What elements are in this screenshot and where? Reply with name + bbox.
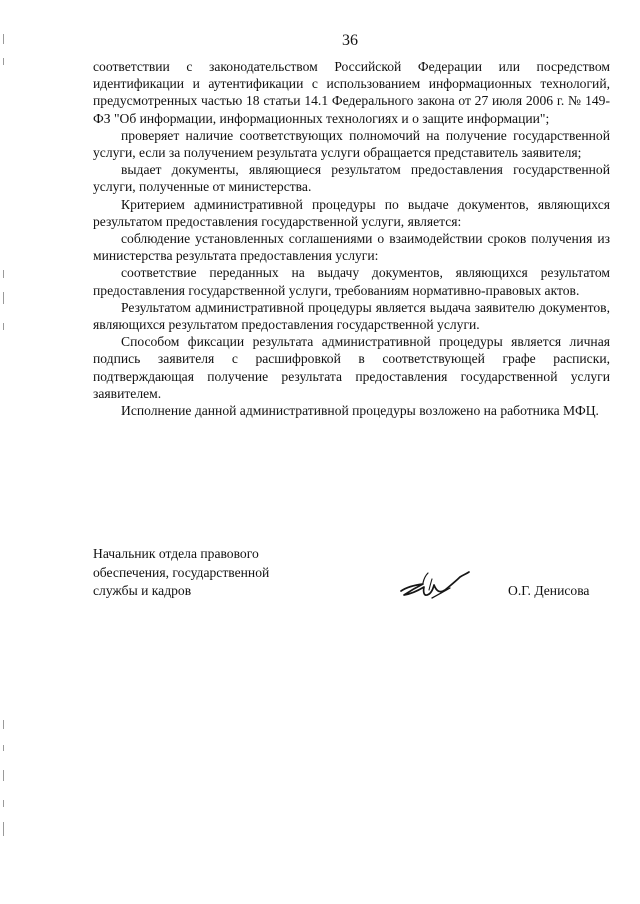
paragraph-result: Результатом административной процедуры является выдача заявителю документов, являющихся результатом предоставления государственной услуги. bbox=[93, 299, 610, 333]
signer-name: О.Г. Денисова bbox=[508, 583, 590, 598]
signature-block bbox=[93, 545, 613, 615]
body-text bbox=[93, 58, 610, 419]
signer-position-line: службы и кадров bbox=[93, 583, 192, 599]
page-number: 36 bbox=[342, 32, 358, 49]
paragraph-deadline-compliance: соблюдение установленных соглашениями о взаимодействии сроков получения из министерства результата предоставления услуги: bbox=[93, 231, 610, 264]
paragraph-requirements-compliance: соответствие переданных на выдачу документов, являющихся результатом предоставления государственной услуги, требованиям нормативно-правовых актов. bbox=[93, 265, 610, 298]
paragraph-identification: соответствии с законодательством Российской Федерации или посредством идентификации и аутентификации с использованием информационных технологий, предусмотренных частью 18 статьи 14.1 Федерального закона от 27 июля 2006 г. № 149-ФЗ "Об информации, информационных технологиях и о защите информации"; bbox=[93, 59, 610, 126]
paragraph-issue-documents: выдает документы, являющиеся результатом предоставления государственной услуги, полученные от министерства. bbox=[93, 162, 610, 195]
signer-position-line: обеспечения, государственной bbox=[93, 564, 270, 580]
signer-position-line: Начальник отдела правового bbox=[93, 546, 259, 561]
paragraph-responsible-person: Исполнение данной административной процедуры возложено на работника МФЦ. bbox=[121, 403, 599, 419]
signer-position bbox=[93, 545, 333, 601]
paragraph-check-authority: проверяет наличие соответствующих полномочий на получение государственной услуги, если за получением результата услуги обращается представитель заявителя; bbox=[93, 127, 610, 161]
paragraph-criterion: Критерием административной процедуры по выдаче документов, являющихся результатом предоставления государственной услуги, является: bbox=[93, 196, 610, 229]
paragraph-fixation-method: Способом фиксации результата административной процедуры является личная подпись заявителя с расшифровкой в соответствующей графе расписки, подтверждающая получение результата предоставления государственной услуги заявителем. bbox=[93, 334, 610, 401]
scan-edge-marks bbox=[0, 0, 12, 904]
handwritten-signature-mark bbox=[393, 567, 473, 603]
